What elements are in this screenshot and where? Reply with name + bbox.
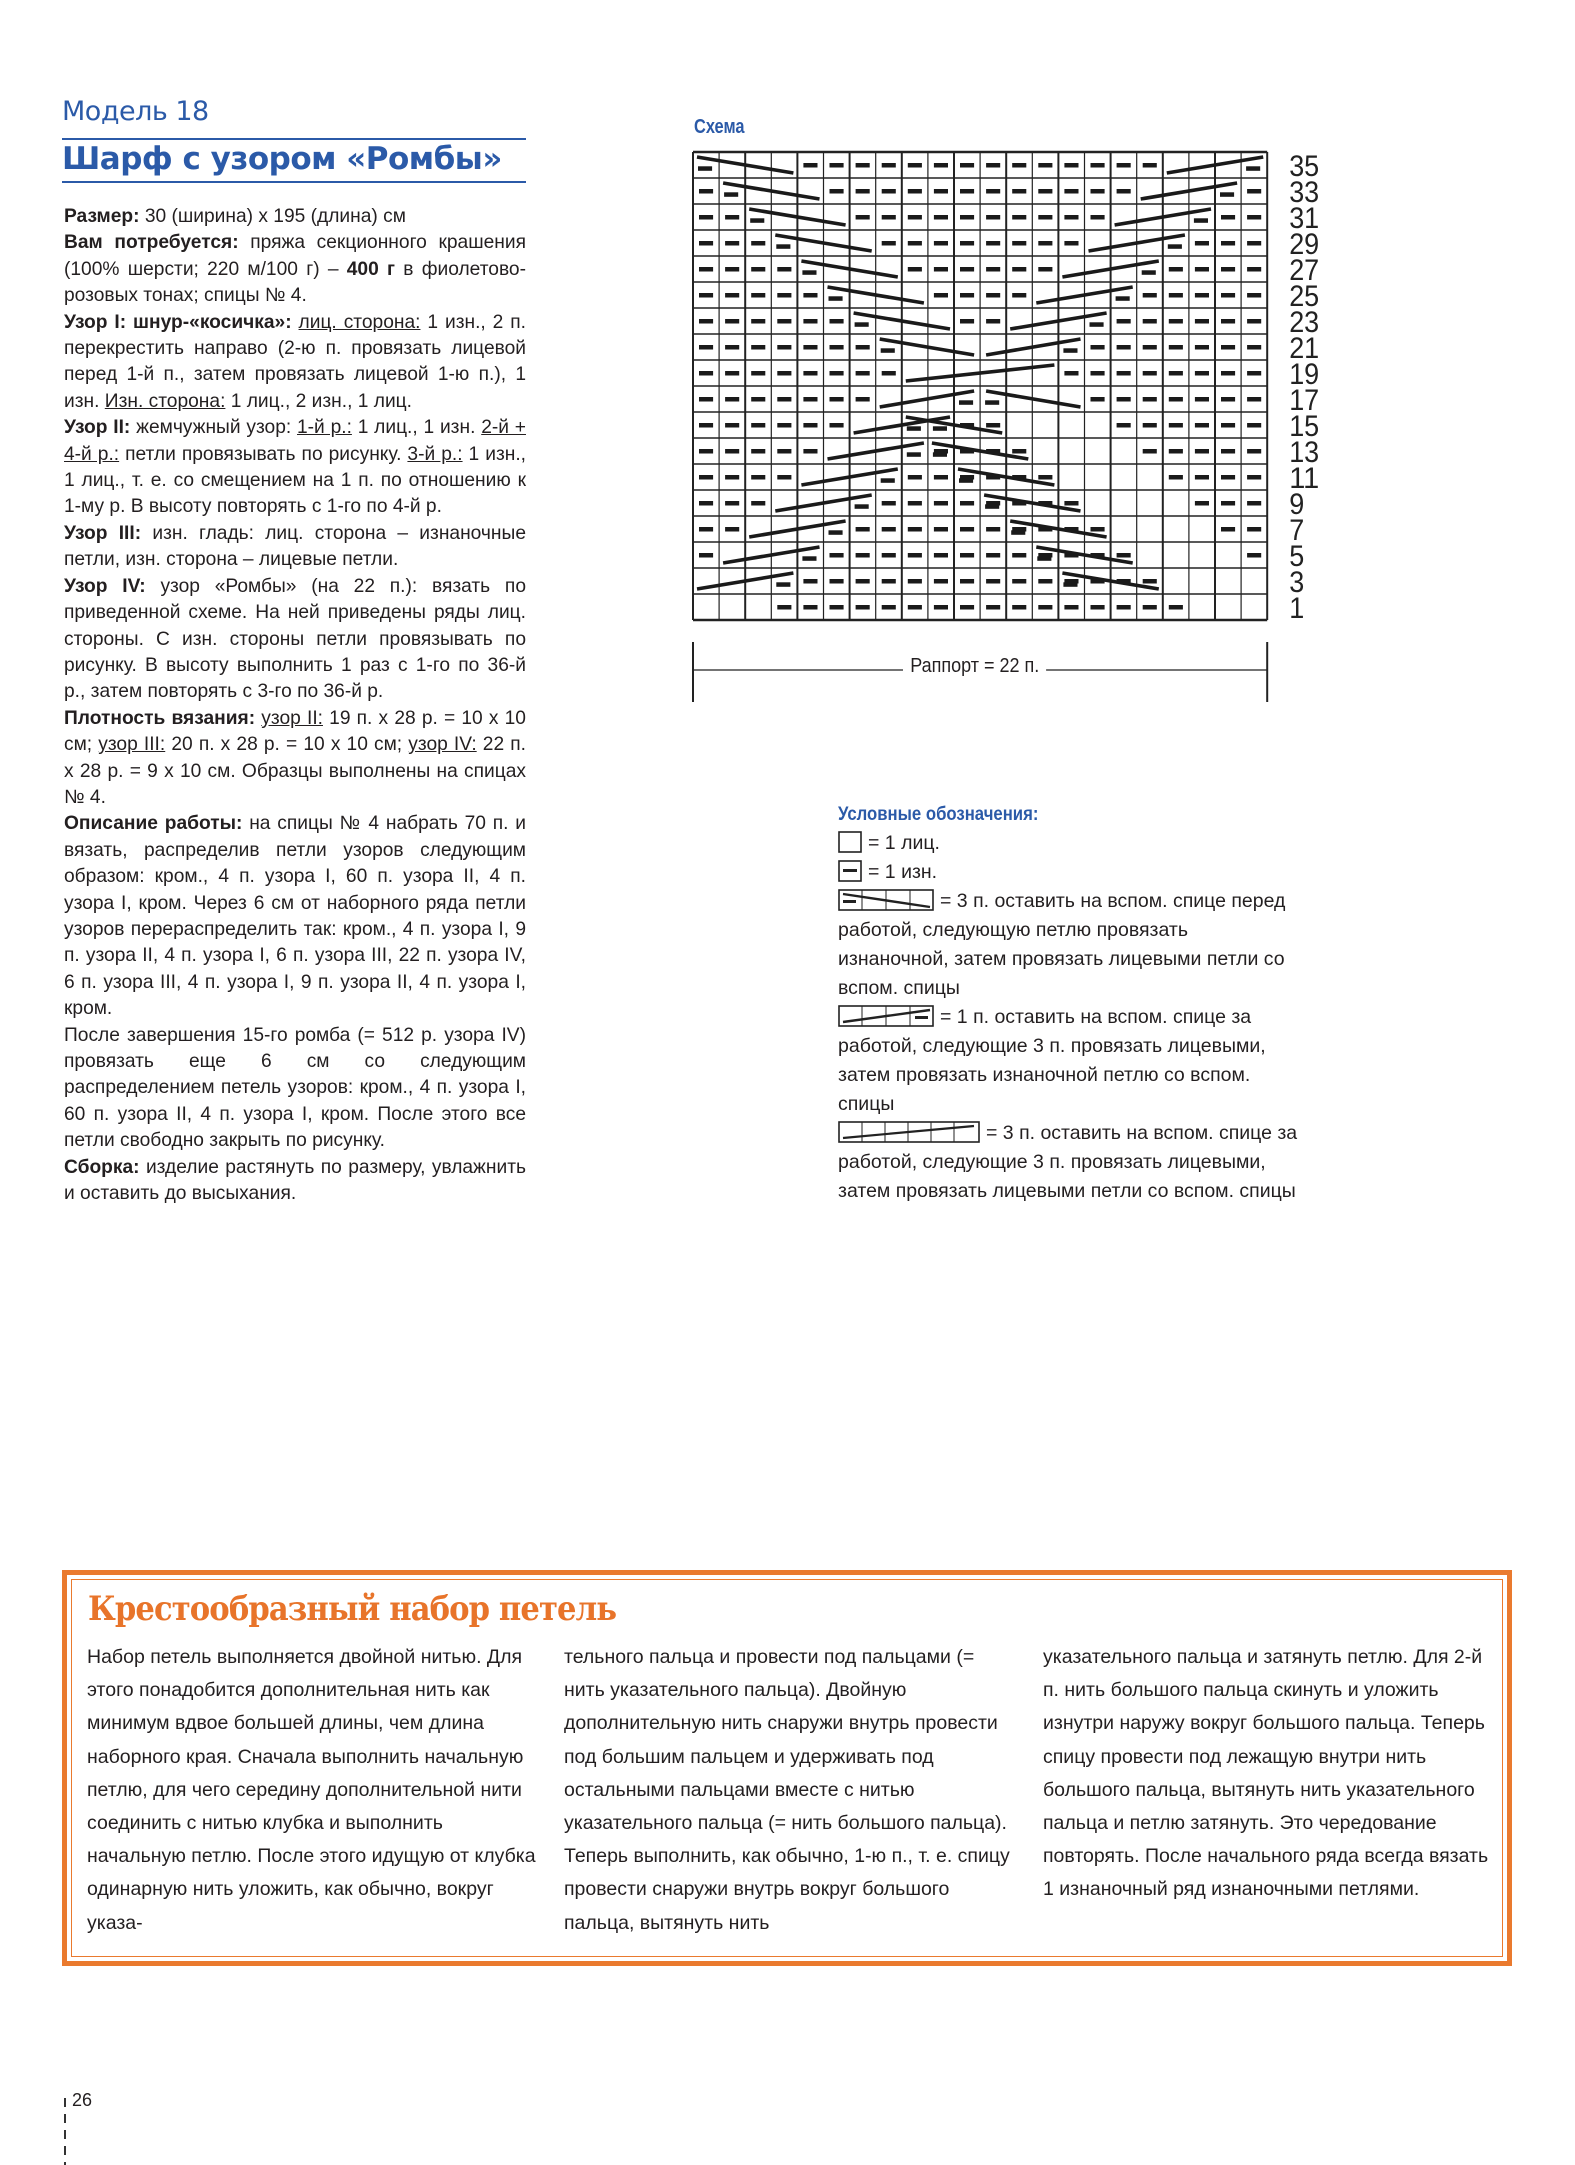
svg-text:25: 25: [1289, 280, 1320, 313]
legend-item-cable-3-back: = 3 п. оставить на вспом. спице за работой, следующие 3 п. провязать лицевыми, затем провязать лицевыми петли со вспом. спицы: [838, 1122, 1298, 1202]
knit-symbol-icon: [838, 831, 862, 853]
svg-text:27: 27: [1289, 254, 1320, 287]
cable-1-back-purl-icon: [838, 1005, 934, 1027]
svg-text:9: 9: [1289, 488, 1305, 521]
tip-box-column-2: тельного пальца и провести под пальцами (= нить указательного пальца). Двойную дополнительную нить снаружи внутрь провести под большим пальцем и удерживать под остальными пальцами вместе с нитью указательного пальца (= нить большого пальца). Теперь выполнить, как обычно, 1-ю п., т. е. спицу провести снаружи внутрь вокруг большого пальца, вытянуть нить: [564, 1646, 1010, 1934]
svg-text:15: 15: [1289, 410, 1320, 443]
page-number: 26: [72, 2090, 93, 2110]
margin-dash-line: [64, 2098, 66, 2165]
pattern-4-paragraph: Узор IV: узор «Ромбы» (на 22 п.): вязать по приведенной схеме. На ней приведены ряды лиц. стороны. С изн. стороны петли провязывать по рисунку. В высоту выполнить 1 раз с 1-го по 36-й р., затем повторять с 3-го по 36-й р.: [64, 575, 526, 703]
model-label: Модель 18: [62, 96, 209, 127]
tip-box-column-3: указательного пальца и затянуть петлю. Для 2-й п. нить большого пальца скинуть и уложить изнутри наружу вокруг большого пальца. Теперь спицу провести под лежащую внутри нить большого пальца, вытянуть нить указательного пальца и петлю затянуть. Это чередование повторять. После начального ряда всегда вязать 1 изнаночный ряд изнаночными петлями.: [1043, 1646, 1489, 1901]
svg-text:31: 31: [1289, 202, 1320, 235]
legend: [838, 800, 1298, 1206]
svg-text:11: 11: [1289, 462, 1320, 495]
svg-text:21: 21: [1289, 332, 1320, 365]
rapport-label: Раппорт = 22 п.: [903, 655, 1046, 678]
chart-title: Схема: [694, 116, 745, 138]
svg-text:13: 13: [1289, 436, 1320, 469]
legend-item-purl: = 1 изн.: [838, 858, 1298, 887]
svg-text:29: 29: [1289, 228, 1320, 261]
page-title: Шарф с узором «Ромбы»: [62, 141, 502, 177]
heading-rule-bottom: [62, 181, 526, 183]
legend-item-cable-3-front: = 3 п. оставить на вспом. спице перед работой, следующую петлю провязать изнаночной, затем провязать лицевыми петли со вспом. спицы: [838, 890, 1286, 999]
svg-text:23: 23: [1289, 306, 1320, 339]
instructions-column: [64, 204, 526, 1207]
size-paragraph: Размер: 30 (ширина) x 195 (длина) см: [64, 206, 406, 227]
svg-text:1: 1: [1289, 592, 1305, 625]
pattern-3-paragraph: Узор III: изн. гладь: лиц. сторона – изнаночные петли, изн. сторона – лицевые петли.: [64, 522, 526, 571]
svg-text:5: 5: [1289, 540, 1305, 573]
svg-text:33: 33: [1289, 176, 1320, 209]
cable-3-back-knit-icon: [838, 1121, 980, 1143]
svg-text:19: 19: [1289, 358, 1320, 391]
work-paragraph-2: После завершения 15-го ромба (= 512 р. узора IV) провязать еще 6 см со следующим распределением петель узоров: кром., 4 п. узора I, 60 п. узора II, 4 п. узора I, кром. После этого все петли свободно закрыть по рисунку.: [64, 1024, 526, 1152]
tip-box-column-1: Набор петель выполняется двойной нитью. Для этого понадобится дополнительная нить как минимум вдвое большей длины, чем длина наборного края. Сначала выполнить начальную петлю, для чего середину дополнительной нити соединить с нитью клубка и выполнить начальную петлю. После этого идущую от клубка одинарную нить уложить, как обычно, вокруг указа-: [87, 1646, 536, 1934]
knitting-chart: [680, 140, 1340, 720]
gauge-paragraph: Плотность вязания: узор II: 19 п. x 28 р. = 10 x 10 см; узор III: 20 п. x 28 р. = 10 x 10 см; узор IV: 22 п. x 28 р. = 9 x 10 см. Образцы выполнены на спицах № 4.: [64, 707, 526, 808]
svg-text:17: 17: [1289, 384, 1320, 417]
materials-paragraph: Вам потребуется: пряжа секционного крашения (100% шерсти; 220 м/100 г) – 400 г в фиолетово-розовых тонах; спицы № 4.: [64, 232, 526, 307]
legend-item-cable-1-back: = 1 п. оставить на вспом. спице за работой, следующие 3 п. провязать лицевыми, затем провязать изнаночной петлю со вспом. спицы: [838, 1006, 1266, 1115]
svg-text:7: 7: [1289, 514, 1305, 547]
heading-rule-top: [62, 138, 526, 140]
legend-item-knit: = 1 лиц.: [838, 829, 1298, 858]
legend-title: Условные обозначения:: [838, 804, 1039, 825]
svg-text:35: 35: [1289, 150, 1320, 183]
work-paragraph: Описание работы: на спицы № 4 набрать 70 п. и вязать, распределив петли узоров следующим образом: кром., 4 п. узора I, 60 п. узора II, 4 п. узора I, кром. Через 6 см от наборного ряда петли узоров перераспределить так: кром., 4 п. узора I, 9 п. узора II, 4 п. узора I, 6 п. узора III, 22 п. узора IV, 6 п. узора III, 4 п. узора I, 9 п. узора II, 4 п. узора I, кром.: [64, 813, 526, 1020]
pattern-2-paragraph: Узор II: жемчужный узор: 1-й р.: 1 лиц., 1 изн. 2-й + 4-й р.: петли провязывать по рисунку. 3-й р.: 1 изн., 1 лиц., т. е. со смещением на 1 п. по отношению к 1-му р. В высоту повторять с 1-го по 4-й р.: [64, 417, 527, 518]
assembly-paragraph: Сборка: изделие растянуть по размеру, увлажнить и оставить до высыхания.: [64, 1156, 526, 1205]
svg-text:3: 3: [1289, 566, 1305, 599]
purl-symbol-icon: [838, 860, 862, 882]
pattern-1-paragraph: Узор I: шнур-«косичка»: лиц. сторона: 1 изн., 2 п. перекрестить направо (2-ю п. провязать лицевой перед 1-й п., затем провязать лицевой 1-ю п.), 1 изн. Изн. сторона: 1 лиц., 2 изн., 1 лиц.: [64, 311, 526, 412]
cable-3-front-purl-icon: [838, 889, 934, 911]
tip-box-title: Крестообразный набор петель: [88, 1589, 617, 1629]
